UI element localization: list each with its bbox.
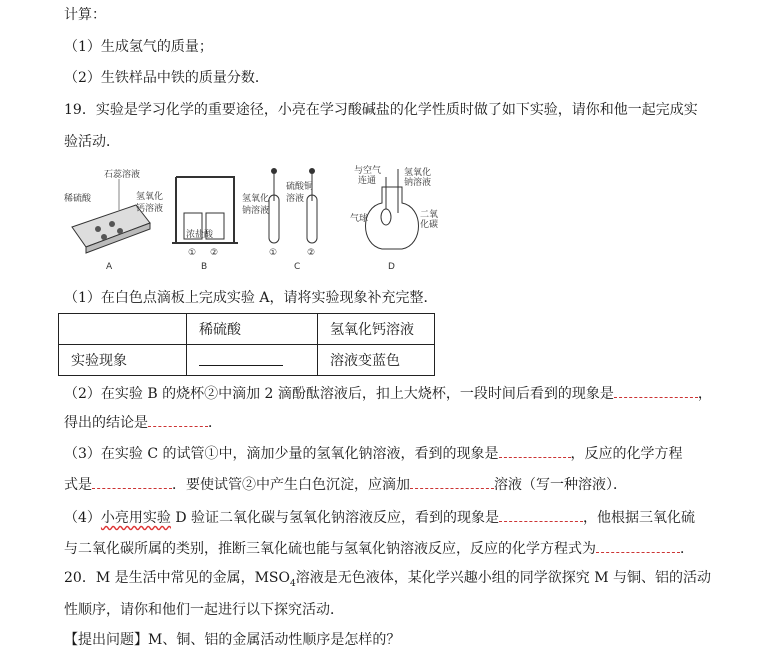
question-2: （2）生铁样品中铁的质量分数． (64, 70, 269, 86)
figure-a-spot-plate (64, 168, 163, 272)
c-note-2: 溶液 (286, 194, 305, 204)
c-note-4: ② (307, 248, 316, 258)
answer-blank-3b[interactable] (92, 474, 172, 489)
sub-question-3-line1: （3）在实验 C 的试管①中，滴加少量的氢氧化钠溶液，看到的现象是 ，反应的化学方程 (64, 443, 683, 464)
observation-table (58, 313, 435, 376)
label-d: D (388, 262, 395, 272)
answer-blank-4b[interactable] (596, 538, 680, 553)
calc-line: 计算： (64, 7, 106, 23)
b-note-1: 浓盐酸 (186, 230, 214, 240)
sub-question-4-line2: 与二氧化碳所属的类别，推断三氧化硫也能与氢氧化钠溶液反应，反应的化学方程式为 ． (64, 538, 694, 559)
label-b: B (201, 262, 208, 272)
sub-question-1: （1）在白色点滴板上完成实验 A，请将实验现象补充完整． (64, 290, 438, 306)
d-note-2: 连通 (358, 176, 377, 186)
a-note-4: 钙溶液 (136, 204, 164, 214)
answer-blank-3c[interactable] (410, 474, 494, 489)
table-header-row (59, 314, 435, 345)
figure-d-flask (350, 164, 438, 272)
table-header-sulfuric-acid: 稀硫酸 (187, 314, 318, 345)
d-note-6: 二氧 (420, 210, 439, 220)
problem-19-line2: 验活动． (64, 134, 120, 150)
figure-c-test-tubes (269, 168, 317, 272)
b-note-4: ① (188, 248, 197, 258)
table-row (59, 345, 435, 376)
c-note-3: ① (269, 248, 278, 258)
sub-question-2-line2: 得出的结论是 ． (64, 412, 222, 433)
problem-20-line2: 性顺序，请你和他们一起进行以下探究活动． (64, 602, 344, 618)
problem-20-line3: 【提出问题】M、铜、铝的金属活动性顺序是怎样的？ (64, 632, 401, 648)
figure-b-beakers (172, 177, 269, 272)
d-note-4: 钠溶液 (404, 178, 432, 188)
problem-19-line1: 19．实验是学习化学的重要途径，小亮在学习酸碱盐的化学性质时做了如下实验，请你和他一起完成实 (64, 102, 698, 118)
answer-blank-2b[interactable] (148, 412, 208, 427)
a-note-1: 石蕊溶液 (104, 170, 141, 180)
sub-question-2-line1: （2）在实验 B 的烧杯②中滴加 2 滴酚酞溶液后，扣上大烧杯，一段时间后看到的现象是 ， (64, 383, 712, 404)
answer-blank-acid[interactable] (187, 345, 318, 376)
answer-blank-3a[interactable] (499, 443, 571, 458)
b-note-5: ② (210, 248, 219, 258)
table-header-calcium-hydroxide: 氢氧化钙溶液 (318, 314, 435, 345)
b-note-3: 钠溶液 (242, 206, 270, 216)
d-note-7: 化碳 (420, 220, 439, 230)
experiment-figure (64, 165, 439, 273)
a-note-3: 氢氧化 (136, 192, 164, 202)
d-note-3: 氢氧化 (404, 168, 432, 178)
d-note-1: 与空气 (354, 166, 382, 176)
label-a: A (106, 262, 113, 272)
table-row-label: 实验现象 (59, 345, 187, 376)
answer-blank-4a[interactable] (499, 507, 583, 522)
sub-question-4-line1: （4）小亮用实验 D 验证二氧化碳与氢氧化钠溶液反应，看到的现象是 ，他根据三氧化硫 (64, 507, 695, 528)
problem-20-line1: 20．M 是生活中常见的金属，$MSO_4$溶液是无色液体，某化学兴趣小组的同学欲探究 M 与铜、铝的活动 (64, 570, 711, 589)
b-note-2: 氢氧化 (242, 194, 270, 204)
sub-question-3-line2: 式是 ．要使试管②中产生白色沉淀，应滴加 溶液（写一种溶液）． (64, 474, 627, 495)
answer-blank-2a[interactable] (614, 383, 698, 398)
label-c: C (294, 262, 301, 272)
d-note-5: 气球 (350, 214, 369, 224)
table-cell-value: 溶液变蓝色 (318, 345, 435, 376)
table-header-empty (59, 314, 187, 345)
question-1: （1）生成氢气的质量； (64, 39, 213, 55)
a-note-2: 稀硫酸 (64, 194, 92, 204)
c-note-1: 硫酸铜 (286, 182, 314, 192)
